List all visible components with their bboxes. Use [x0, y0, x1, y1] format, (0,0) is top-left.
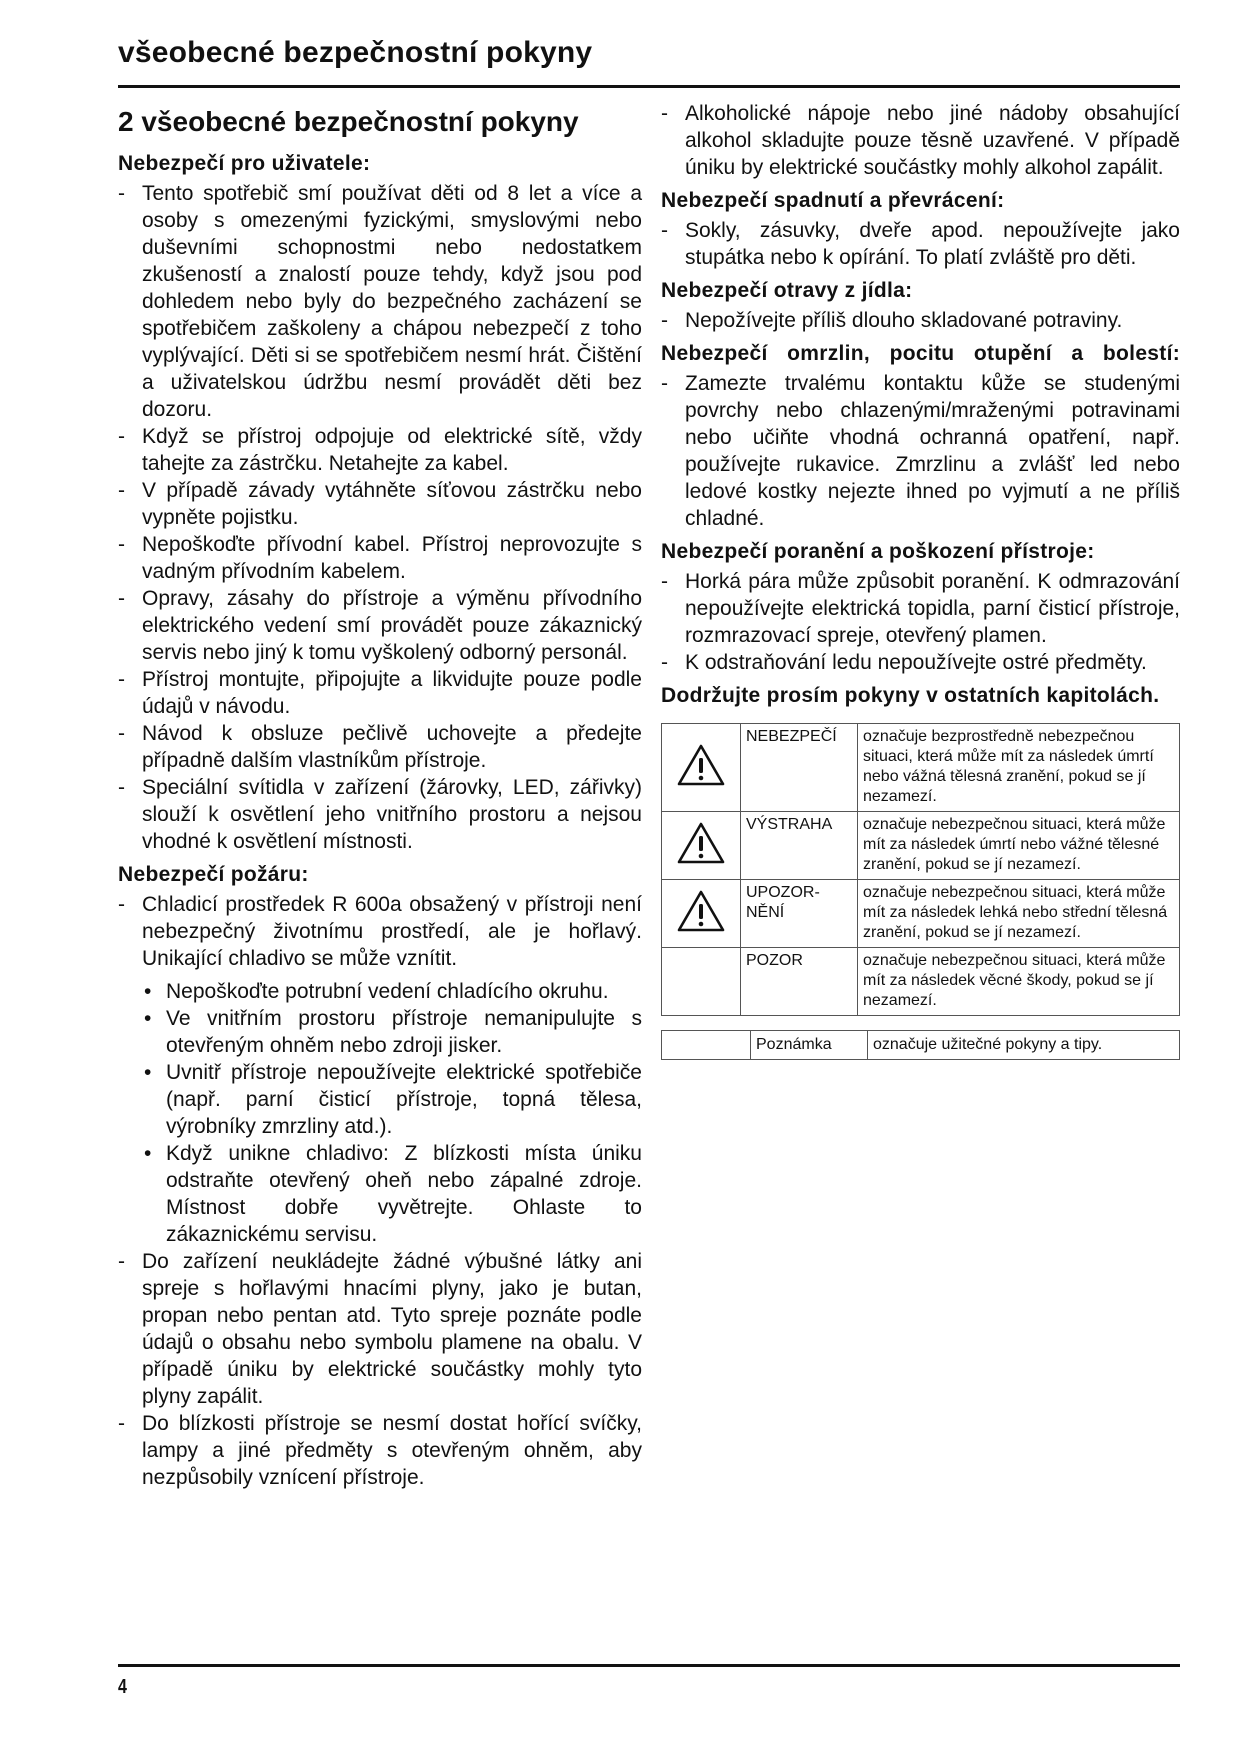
fire-danger-sublist: [142, 978, 642, 1248]
list-item: - Opravy, zásahy do přístroje a výměnu přívodního elektrického vedení smí provádět pouze zákaznický servis nebo jiný k tomu vyškolený odborný personál.: [118, 587, 642, 664]
sub-list-item: • Uvnitř přístroje nepoužívejte elektrické spotřebiče (např. parní čisticí přístroje, topná tělesa, výrobníky zmrzliny atd.).: [144, 1061, 642, 1138]
food-danger-list: [661, 307, 1180, 334]
list-item: - Zamezte trvalému kontaktu kůže se studenými povrchy nebo chlazenými/mraženými potravinami nebo učiňte vhodná ochranná opatření, např. používejte rukavice. Zmrzlinu a zvlášť led nebo ledové kostky nejezte ihned po vyjmutí a ne příliš chladné.: [661, 372, 1180, 530]
list-item: - Alkoholické nápoje nebo jiné nádoby obsahující alkohol skladujte pouze těsně uzavřené. V případě úniku by elektrické součástky mohly alkohol zapálit.: [661, 102, 1180, 179]
list-item: - Nepoškoďte přívodní kabel. Přístroj neprovozujte s vadným přívodním kabelem.: [118, 533, 642, 583]
subheading-frost-danger: Nebezpečí omrzlin, pocitu otupění a bolestí:: [661, 342, 1180, 365]
closing-note: Dodržujte prosím pokyny v ostatních kapitolách.: [661, 684, 1160, 707]
table-row: [662, 1031, 1180, 1060]
footer-rule: [118, 1664, 1180, 1667]
table-row: [662, 724, 1180, 812]
dash-marker: -: [661, 570, 668, 593]
warning-triangle-icon: [676, 743, 726, 787]
icon-cell-empty: [662, 1031, 751, 1060]
section-title: 2 všeobecné bezpečnostní pokyny: [118, 106, 579, 137]
dash-marker: -: [661, 219, 668, 242]
dash-marker: -: [118, 425, 125, 448]
fall-danger-list: [661, 217, 1180, 271]
signal-description: označuje nebezpečnou situaci, která může mít za následek lehká nebo střední tělesná zranění, pokud se jí nezamezí.: [858, 880, 1180, 948]
subheading-food-danger: Nebezpečí otravy z jídla:: [661, 279, 913, 302]
left-column: [118, 100, 642, 1491]
list-item: - Do blízkosti přístroje se nesmí dostat hořící svíčky, lampy a jiné předměty s otevřeným ohněm, aby nezpůsobily vznícení přístroje.: [118, 1412, 642, 1489]
signal-word: NEBEZPEČÍ: [741, 724, 858, 812]
frost-danger-list: [661, 370, 1180, 532]
signal-word: VÝSTRAHA: [741, 812, 858, 880]
bullet-marker: •: [144, 1142, 152, 1165]
page-number: 4: [118, 1676, 127, 1698]
signal-description: označuje bezprostředně nebezpečnou situaci, která může mít za následek úmrtí nebo vážná tělesná zranění, pokud se jí nezamezí.: [858, 724, 1180, 812]
list-item: - Chladicí prostředek R 600a obsažený v přístroji není nebezpečný životnímu prostředí, ale je hořlavý. Unikající chladivo se může vznítit. • Nepoškoďte potrubní vedení chladícího okruhu. • Ve vnitřním prostoru přístroje nemanipulujte s otevřeným ohněm nebo zdroji jisker. • Uvnitř přístroje nepoužívejte elektrické spotřebiče (např. parní čisticí přístroje, topná tělesa, výrobníky zmrzliny atd.). • Když unikne chladivo: Z blízkosti místa úniku odstraňte otevřený oheň nebo zápalné zdroje. Místnost dobře vyvětrejte. Ohlaste to zákaznickému servisu.: [118, 893, 642, 1246]
table-row: [662, 880, 1180, 948]
alcohol-list: [661, 100, 1180, 181]
list-item: - Tento spotřebič smí používat děti od 8 let a více a osoby s omezenými fyzickými, smyslovými nebo duševními schopnostmi nebo nedostatkem zkušeností a znalostí pouze tehdy, když jsou pod dohledem nebo byly do bezpečného zacházení se spotřebičem zaškoleny a chápou nebezpečí z toho vyplývající. Děti si se spotřebičem nesmí hrát. Čištění a uživatelskou údržbu nesmí provádět děti bez dozoru.: [118, 182, 642, 421]
sub-list-item: • Když unikne chladivo: Z blízkosti místa úniku odstraňte otevřený oheň nebo zápalné zdroje. Místnost dobře vyvětrejte. Ohlaste to zákaznickému servisu.: [144, 1142, 642, 1246]
dash-marker: -: [118, 722, 125, 745]
icon-cell-empty: [662, 948, 741, 1016]
table-row: [662, 948, 1180, 1016]
list-item: - Speciální svítidla v zařízení (žárovky, LED, zářivky) slouží k osvětlení jeho vnitřního prostoru a nejsou vhodné k osvětlení místnosti.: [118, 776, 642, 853]
bullet-marker: •: [144, 1007, 152, 1030]
warning-triangle-icon: [676, 821, 726, 865]
list-item: - K odstraňování ledu nepoužívejte ostré předměty.: [661, 651, 1147, 674]
list-item: - Sokly, zásuvky, dveře apod. nepoužívejte jako stupátka nebo k opírání. To platí zvláště pro děti.: [661, 219, 1180, 269]
dash-marker: -: [118, 533, 125, 556]
dash-marker: -: [661, 102, 668, 125]
dash-marker: -: [118, 1250, 125, 1273]
list-item: - Návod k obsluze pečlivě uchovejte a předejte případně dalším vlastníkům přístroje.: [118, 722, 642, 772]
dash-marker: -: [118, 479, 125, 502]
note-description: označuje užitečné pokyny a tipy.: [868, 1031, 1180, 1060]
table-row: [662, 812, 1180, 880]
dash-marker: -: [118, 893, 125, 916]
icon-cell: [662, 812, 741, 880]
warning-triangle-icon: [676, 889, 726, 933]
dash-marker: -: [118, 776, 125, 799]
signal-description: označuje nebezpečnou situaci, která může mít za následek věcné škody, pokud se jí nezamezí.: [858, 948, 1180, 1016]
note-table: [661, 1030, 1180, 1060]
signal-words-table: [661, 723, 1180, 1016]
sub-list-item: • Nepoškoďte potrubní vedení chladícího okruhu.: [144, 980, 609, 1003]
list-item: - Nepožívejte příliš dlouho skladované potraviny.: [661, 309, 1123, 332]
dash-marker: -: [661, 309, 668, 332]
bullet-marker: •: [144, 1061, 152, 1084]
subheading-injury-danger: Nebezpečí poranění a poškození přístroje:: [661, 540, 1095, 563]
list-item: - Do zařízení neukládejte žádné výbušné látky ani spreje s hořlavými hnacími plyny, jako je butan, propan nebo pentan atd. Tyto spreje poznáte podle údajů o obsahu nebo symbolu plamene na obalu. V případě úniku by elektrické součástky mohly tyto plyny zapálit.: [118, 1250, 642, 1408]
signal-word: UPOZOR-NĚNÍ: [741, 880, 858, 948]
note-word: Poznámka: [751, 1031, 868, 1060]
dash-marker: -: [661, 651, 668, 674]
subheading-fire-danger: Nebezpečí požáru:: [118, 863, 309, 886]
header-rule: [118, 85, 1180, 88]
subheading-user-danger: Nebezpečí pro uživatele:: [118, 152, 371, 175]
icon-cell: [662, 880, 741, 948]
dash-marker: -: [118, 668, 125, 691]
dash-marker: -: [118, 1412, 125, 1435]
user-danger-list: [118, 180, 642, 855]
right-column: [661, 100, 1180, 1060]
icon-cell: [662, 724, 741, 812]
list-item: - Když se přístroj odpojuje od elektrické sítě, vždy tahejte za zástrčku. Netahejte za kabel.: [118, 425, 642, 475]
injury-danger-list: [661, 568, 1180, 676]
dash-marker: -: [118, 182, 125, 205]
bullet-marker: •: [144, 980, 152, 1003]
fire-danger-list: [118, 891, 642, 1491]
sub-list-item: • Ve vnitřním prostoru přístroje nemanipulujte s otevřeným ohněm nebo zdroji jisker.: [144, 1007, 642, 1057]
list-item: - Horká pára může způsobit poranění. K odmrazování nepoužívejte elektrická topidla, parní čisticí přístroje, rozmrazovací spreje, otevřený plamen.: [661, 570, 1180, 647]
subheading-fall-danger: Nebezpečí spadnutí a převrácení:: [661, 189, 1005, 212]
dash-marker: -: [118, 587, 125, 610]
signal-description: označuje nebezpečnou situaci, která může mít za následek úmrtí nebo vážné tělesné zranění, pokud se jí nezamezí.: [858, 812, 1180, 880]
dash-marker: -: [661, 372, 668, 395]
signal-word: POZOR: [741, 948, 858, 1016]
list-item: - Přístroj montujte, připojujte a likvidujte pouze podle údajů v návodu.: [118, 668, 642, 718]
running-title: všeobecné bezpečnostní pokyny: [118, 36, 593, 69]
list-item: - V případě závady vytáhněte síťovou zástrčku nebo vypněte pojistku.: [118, 479, 642, 529]
